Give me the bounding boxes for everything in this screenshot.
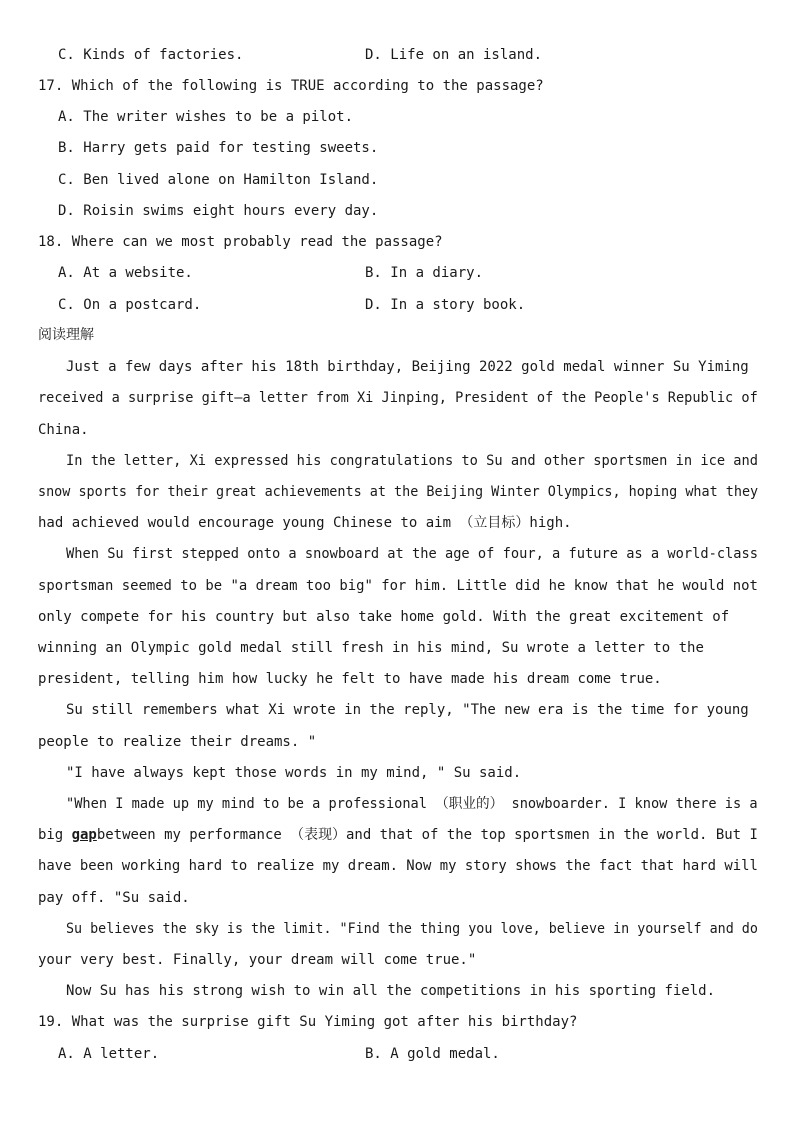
q17-option-d: D. Roisin swims eight hours every day. <box>58 203 379 219</box>
passage-line: China. <box>38 422 89 438</box>
q17-question: 17. Which of the following is TRUE according to the passage? <box>38 78 544 94</box>
passage-line: In the letter, Xi expressed his congratulations to Su and other sportsmen in ice and <box>66 453 759 469</box>
passage-line: "I have always kept those words in my mind, " Su said. <box>66 765 522 781</box>
passage-line: people to realize their dreams. " <box>38 734 317 750</box>
q18-option-a: A. At a website. <box>58 265 193 281</box>
passage-line: winning an Olympic gold medal still fresh in his mind, Su wrote a letter to the <box>38 640 704 656</box>
passage-line: had achieved would encourage young Chinese to aim （立目标）high. <box>38 515 572 531</box>
passage-line: only compete for his country but also take home gold. With the great excitement of <box>38 609 730 625</box>
q18-option-b: B. In a diary. <box>365 265 484 281</box>
q18-question: 18. Where can we most probably read the passage? <box>38 234 443 250</box>
passage-line: pay off. "Su said. <box>38 890 190 906</box>
passage-line: "When I made up my mind to be a professional （职业的） snowboarder. I know there is a <box>66 796 758 812</box>
passage-text: big <box>38 827 72 843</box>
q16-option-d: D. Life on an island. <box>365 47 543 63</box>
q18-option-d: D. In a story book. <box>365 297 526 313</box>
passage-line <box>38 826 758 844</box>
passage-line: president, telling him how lucky he felt to have made his dream come true. <box>38 671 662 687</box>
passage-text: between my performance （表现）and that of the top sportsmen in the world. But I <box>96 827 758 843</box>
passage-line: Just a few days after his 18th birthday, Beijing 2022 gold medal winner Su Yiming <box>66 359 749 375</box>
passage-line: received a surprise gift—a letter from Xi Jinping, President of the People's Republic of <box>38 390 758 406</box>
q17-option-c: C. Ben lived alone on Hamilton Island. <box>58 172 379 188</box>
passage-line: your very best. Finally, your dream will come true." <box>38 952 477 968</box>
passage-line: sportsman seemed to be "a dream too big" for him. Little did he know that he would not <box>38 578 758 594</box>
q17-option-b: B. Harry gets paid for testing sweets. <box>58 140 379 156</box>
passage-line: When Su first stepped onto a snowboard at the age of four, a future as a world-class <box>66 546 759 562</box>
passage-line: snow sports for their great achievements at the Beijing Winter Olympics, hoping what they <box>38 484 759 500</box>
passage-line: Su still remembers what Xi wrote in the reply, "The new era is the time for young <box>66 702 749 718</box>
q19-question: 19. What was the surprise gift Su Yiming got after his birthday? <box>38 1014 578 1030</box>
passage-line: have been working hard to realize my dream. Now my story shows the fact that hard will <box>38 858 758 874</box>
q19-option-a: A. A letter. <box>58 1046 160 1062</box>
passage-line: Su believes the sky is the limit. "Find the thing you love, believe in yourself and do <box>66 921 758 937</box>
q16-option-c: C. Kinds of factories. <box>58 47 244 63</box>
q18-option-c: C. On a postcard. <box>58 297 202 313</box>
section-heading: 阅读理解 <box>38 327 94 343</box>
q19-option-b: B. A gold medal. <box>365 1046 500 1062</box>
q17-option-a: A. The writer wishes to be a pilot. <box>58 109 354 125</box>
passage-line: Now Su has his strong wish to win all the competitions in his sporting field. <box>66 983 716 999</box>
highlighted-word-gap: gap <box>71 827 97 843</box>
